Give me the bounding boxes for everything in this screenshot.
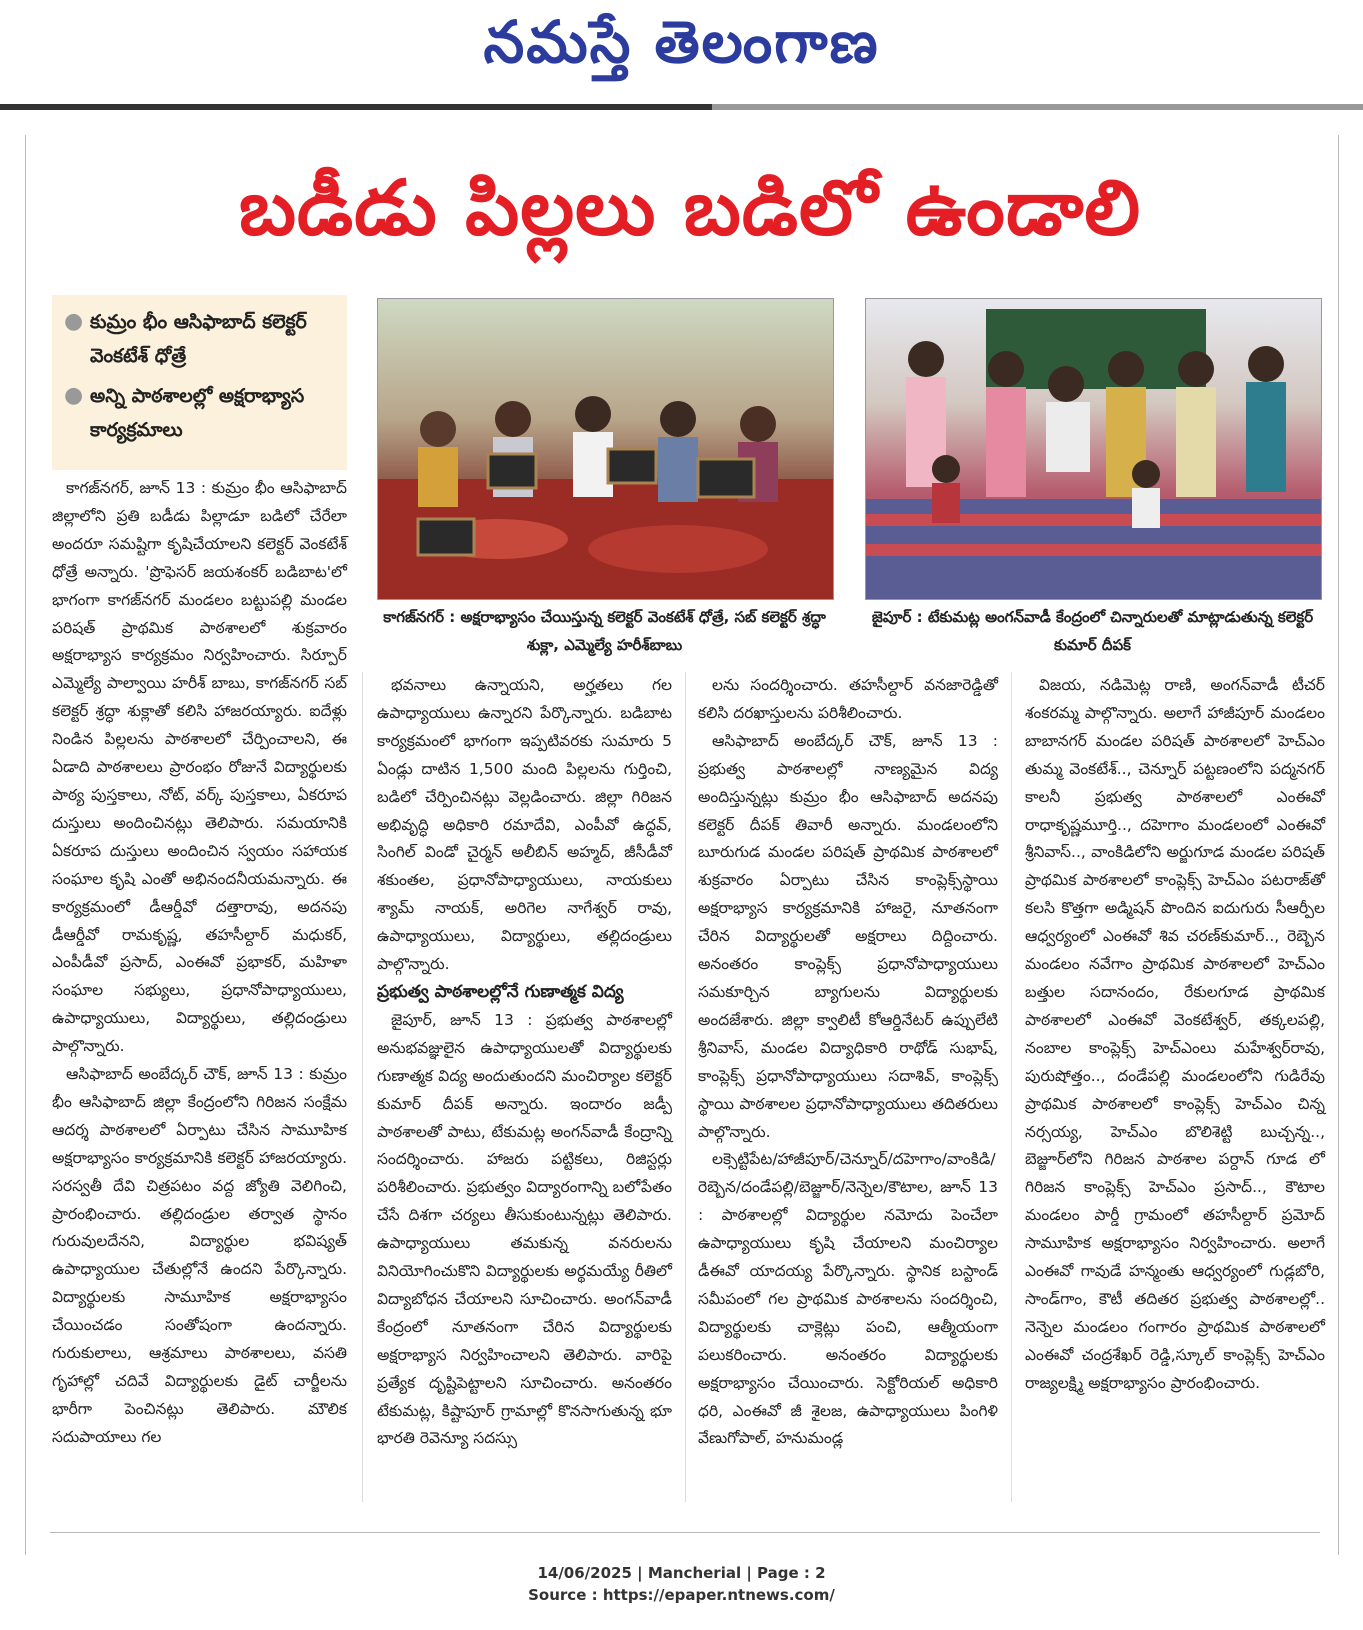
footer-source-link[interactable]: Source : https://epaper.ntnews.com/ (528, 1586, 835, 1604)
footer-edition-info: 14/06/2025 | Mancherial | Page : 2 (537, 1564, 826, 1582)
newspaper-logo: నమస్తే తెలంగాణ (483, 8, 880, 76)
summary-box (52, 295, 347, 470)
page-frame-right (1338, 135, 1339, 1555)
photo-kagaznagar-aksharabhyasam (377, 298, 834, 600)
article-column-1 (52, 475, 347, 1452)
article-paragraph: కాగజ్‌నగర్, జూన్ 13 : కుమ్రం భీం ఆసిఫాబాద్ జిల్లాలోని ప్రతి బడీడు పిల్లాడూ బడిలో చేరేలా అందరూ సమష్టిగా కృషిచేయాలని కలెక్టర్ వెంకటేశ్ ధోత్రే అన్నారు. 'ప్రొఫెసర్ జయశంకర్ బడిబాట'లో భాగంగా కాగజ్‌నగర్ మండలం బట్టుపల్లి మండల పరిషత్ ప్రాథమిక పాఠశాలలో శుక్రవారం అక్షరాభ్యాస కార్యక్రమం నిర్వహించారు. సిర్పూర్ ఎమ్మెల్యే పాల్వాయి హరీశ్ బాబు, కాగజ్‌నగర్ సబ్ కలెక్టర్ శ్రద్ధా శుక్లాతో కలిసి హాజరయ్యారు. ఐదేళ్లు నిండిన పిల్లలను పాఠశాలలో చేర్పించాలని, ఈ ఏడాది పాఠశాలలు ప్రారంభం రోజునే విద్యార్థులకు పాఠ్య పుస్తకాలు, నోట్, వర్క్ పుస్తకాలు, ఏకరూప దుస్తులు అందించినట్లు తెలిపారు. సమయానికి ఏకరూప దుస్తులు అందించిన స్వయం సహాయక సంఘాల కృషి ఎంతో అభినందనీయమన్నారు. ఈ కార్యక్రమంలో డీఆర్డీవో దత్తారావు, అదనపు డీఆర్డీవో రామకృష్ణ, తహసీల్దార్ మధుకర్, ఎంపీడీవో ప్రసాద్, ఎంఈవో ప్రభాకర్, మహిళా సంఘాల సభ్యులు, ప్రధానోపాధ్యాయులు, ఉపాధ్యాయులు, విద్యార్థులు, తల్లిదండ్రులు పాల్గొన్నారు. (52, 479, 347, 1056)
article-paragraph: జైపూర్, జూన్ 13 : ప్రభుత్వ పాఠశాలల్లో అనుభవజ్ఞులైన ఉపాధ్యాయులతో విద్యార్థులకు గుణాత్మక విద్య అందుతుందని మంచిర్యాల కలెక్టర్ కుమార్ దీపక్ అన్నారు. ఇందారం జడ్పీ పాఠశాలతో పాటు, టేకుమట్ల అంగన్‌వాడీ కేంద్రాన్ని సందర్శించారు. హాజరు పట్టికలు, రిజిస్టర్లు పరిశీలించారు. ప్రభుత్వం విద్యారంగాన్ని బలోపేతం చేసే దిశగా చర్యలు తీసుకుంటున్నట్లు తెలిపారు. ఉపాధ్యాయులు తమకున్న వనరులను వినియోగించుకొని విద్యార్థులకు అర్థమయ్యే రీతిలో విద్యాబోధన చేయాలని సూచించారు. అంగన్‌వాడీ కేంద్రంలో నూతనంగా చేరిన విద్యార్థులకు అక్షరాభ్యాస నిర్వహించాలని తెలిపారు. వారిపై ప్రత్యేక దృష్టిపెట్టాలని సూచించారు. అనంతరం టేకుమట్ల, కిష్టాపూర్ గ్రామాల్లో కొనసాగుతున్న భూ భారతి రెవెన్యూ సదస్సు (377, 1010, 672, 1448)
article-headline: బడీడు పిల్లలు బడిలో ఉండాలి (238, 163, 1142, 252)
article-column-2 (377, 672, 672, 1453)
photo-caption: జైపూర్ : టేకుమట్ల అంగన్‌వాడీ కేంద్రంలో చిన్నారులతో మాట్లాడుతున్న కలెక్టర్ కుమార్ దీపక్ (871, 608, 1314, 654)
article-subheading: ప్రభుత్వ పాఠశాలల్లోనే గుణాత్మక విద్య (377, 981, 624, 1002)
bullet-icon: ● (64, 383, 84, 408)
article-paragraph: భవనాలు ఉన్నాయని, అర్హతలు గల ఉపాధ్యాయులు ఉన్నారని పేర్కొన్నారు. బడిబాట కార్యక్రమంలో భాగంగా ఇప్పటివరకు సుమారు 5 ఏండ్లు దాటిన 1,500 మంది పిల్లలను గుర్తించి, బడిలో చేర్పించినట్లు వెల్లడించారు. జిల్లా గిరిజన అభివృద్ధి అధికారి రమాదేవి, ఎంపీవో ఉద్ధవ్, సింగిల్ విండో చైర్మన్ అలీబిన్ అహ్మద్, జీసీడీవో శకుంతల, ప్రధానోపాధ్యాయులు, నాయకులు శ్యామ్ నాయక్, అరిగెల నాగేశ్వర్ రావు, ఉపాధ్యాయులు, విద్యార్థులు, తల్లిదండ్రులు పాల్గొన్నారు. (377, 676, 672, 974)
page-frame-bottom (50, 1532, 1320, 1533)
summary-item: ● కుమ్రం భీం ఆసిఫాబాద్ కలెక్టర్ వెంకటేశ్ ధోత్రే (64, 305, 337, 373)
photo-jaipur-anganwadi (865, 298, 1322, 600)
article-paragraph: విజయ, నడిమెట్ల రాణి, అంగన్‌వాడీ టీచర్ శంకరమ్మ పాల్గొన్నారు. అలాగే హాజీపూర్ మండలం బాబానగర్ మండల పరిషత్ పాఠశాలలో హెచ్‌ఎం తుమ్మ వెంకటేశ్.., చెన్నూర్ పట్టణంలోని పద్మనగర్ కాలనీ ప్రభుత్వ పాఠశాలలో ఎంఈవో రాధాకృష్ణమూర్తి.., దహెగాం మండలంలో ఎంఈవో శ్రీనివాస్.., వాంకిడిలోని అర్జుగూడ మండల పరిషత్ ప్రాథమిక పాఠశాలలో కాంప్లెక్స్ హెచ్‌ఎం పటరాజ్‌తో కలసి కొత్తగా అడ్మిషన్ పొందిన ఐదుగురు సీఆర్పీల ఆధ్వర్యంలో ఎంఈవో శివ చరణ్‌కుమార్.., రెబ్బెన మండలం నవేగాం ప్రాథమిక పాఠశాలలో హెచ్‌ఎం బత్తుల సదానందం, రేకులగూడ ప్రాథమిక పాఠశాలలో ఎంఈవో వెంకటేశ్వర్, తక్కలపల్లి, నంబాల కాంప్లెక్స్ హెచ్‌ఎంలు మహేశ్వర్‌రావు, పురుషోత్తం.., దండేపల్లి మండలంలోని గుడిరేవు ప్రాథమిక పాఠశాలలో కాంప్లెక్స్ హెచ్‌ఎం చిన్న నర్సయ్య, హెచ్‌ఎం బొలిశెట్టి బుచ్చన్న.., బెజ్జూర్‌లోని గిరిజన పాఠశాల పర్దాన్ గూడ లో గిరిజన కాంప్లెక్స్ హెచ్‌ఎం ప్రసాద్.., కౌటాల మండలం పార్డీ గ్రామంలో తహసీల్దార్ ప్రమోద్ సామూహిక అక్షరాభ్యాసం నిర్వహించారు. అలాగే ఎంఈవో గావుడే హన్మంతు ఆధ్వర్యంలో గుడ్లబోరి, సాండ్‌గాం, కౌటీ తదితర ప్రభుత్వ పాఠశాలల్లో.. నెన్నెల మండలం గంగారం ప్రాథమిక పాఠశాలలో ఎంఈవో చంద్రశేఖర్ రెడ్డి,స్కూల్ కాంప్లెక్స్ హెచ్‌ఎం రాజ్యలక్ష్మి అక్షరాభ్యాసం ప్రారంభించారు. (1025, 676, 1325, 1392)
article-paragraph: ఆసిఫాబాద్ అంబేద్కర్ చౌక్, జూన్ 13 : కుమ్రం భీం ఆసిఫాబాద్ జిల్లా కేంద్రంలోని గిరిజన సంక్షేమ ఆదర్శ పాఠశాలలో ఏర్పాటు చేసిన సామూహిక అక్షరాభ్యాసం కార్యక్రమానికి కలెక్టర్ హాజరయ్యారు. సరస్వతీ దేవి చిత్రపటం వద్ద జ్యోతి వెలిగించి, ప్రారంభించారు. తల్లిదండ్రుల తర్వాత స్థానం గురువులదేనని, విద్యార్థుల భవిష్యత్ ఉపాధ్యాయుల చేతుల్లోనే ఉందని పేర్కొన్నారు. విద్యార్థులకు సామూహిక అక్షరాభ్యాసం చేయించడం సంతోషంగా ఉందన్నారు. గురుకులాలు, ఆశ్రమాలు పాఠశాలలు, వసతి గృహాల్లో చదివే విద్యార్థులకు డైట్ చార్జీలను భారీగా పెంచినట్లు తెలిపారు. మౌలిక సదుపాయాలు గల (52, 1065, 347, 1446)
masthead-rule-grey (712, 104, 1363, 110)
page-frame-left (25, 135, 26, 1555)
bullet-icon: ● (64, 309, 84, 334)
article-paragraph: లక్సెట్టిపేట/హాజీపూర్/చెన్నూర్/దహెగాం/వాంకిడి/రెబ్బెన/దండేపల్లి/బెజ్జూర్/నెన్నెల/కౌటాల, జూన్ 13 : పాఠశాలల్లో విద్యార్థుల నమోదు పెంచేలా ఉపాధ్యాయులు కృషి చేయాలని మంచిర్యాల డీఈవో యాదయ్య పేర్కొన్నారు. స్థానిక బస్టాండ్ సమీపంలో గల ప్రాథమిక పాఠశాలను సందర్శించి, విద్యార్థులకు చాక్లెట్లు పంచి, ఆత్మీయంగా పలుకరించారు. అనంతరం విద్యార్థులకు అక్షరాభ్యాసం చేయించారు. సెక్టోరియల్ అధికారి ధరి, ఎంఈవో జీ శైలజ, ఉపాధ్యాయులు పింగిళి వేణుగోపాల్, హనుమండ్ల (698, 1150, 998, 1448)
article-column-3 (698, 672, 998, 1453)
masthead (0, 0, 1363, 100)
column-divider (685, 672, 686, 1502)
article-paragraph: లను సందర్శించారు. తహసీల్దార్ వనజారెడ్డితో కలిసి దరఖాస్తులను పరిశీలించారు. (698, 676, 998, 722)
column-divider (362, 672, 363, 1502)
page-footer (0, 1562, 1363, 1606)
article-column-4 (1025, 672, 1325, 1398)
photo-caption: కాగజ్‌నగర్ : అక్షరాభ్యాసం చేయిస్తున్న కలెక్టర్ వెంకటేశ్ ధోత్రే, సబ్ కలెక్టర్ శ్రద్ధా శుక్లా, ఎమ్మెల్యే హరీశ్‌బాబు (383, 608, 826, 654)
article-paragraph: ఆసిఫాబాద్ అంబేద్కర్ చౌక్, జూన్ 13 : ప్రభుత్వ పాఠశాలల్లో నాణ్యమైన విద్య అందిస్తున్నట్లు కుమ్రం భీం ఆసిఫాబాద్ అదనపు కలెక్టర్ దీపక్ తివారీ అన్నారు. మండలంలోని బూరుగుడ మండల పరిషత్ ప్రాథమిక పాఠశాలలో శుక్రవారం ఏర్పాటు చేసిన కాంప్లెక్స్‌స్థాయి అక్షరాభ్యాస కార్యక్రమానికి హాజరై, నూతనంగా చేరిన విద్యార్థులతో అక్షరాలు దిద్దించారు. అనంతరం కాంప్లెక్స్ ప్రధానోపాధ్యాయులు సమకూర్చిన బ్యాగులను విద్యార్థులకు అందజేశారు. జిల్లా క్వాలిటీ కోఆర్డినేటర్ ఉప్పులేటి శ్రీనివాస్, మండల విద్యాధికారి రాథోడ్ సుభాష్, కాంప్లెక్స్ ప్రధానోపాధ్యాయులు సదాశివ్, కాంప్లెక్స్ స్థాయి పాఠశాలల ప్రధానోపాధ్యాయులు తదితరులు పాల్గొన్నారు. (698, 731, 998, 1141)
column-divider (1011, 672, 1012, 1502)
summary-item: ● అన్ని పాఠశాలల్లో అక్షరాభ్యాస కార్యక్రమాలు (64, 379, 337, 447)
masthead-rule-dark (0, 104, 712, 110)
